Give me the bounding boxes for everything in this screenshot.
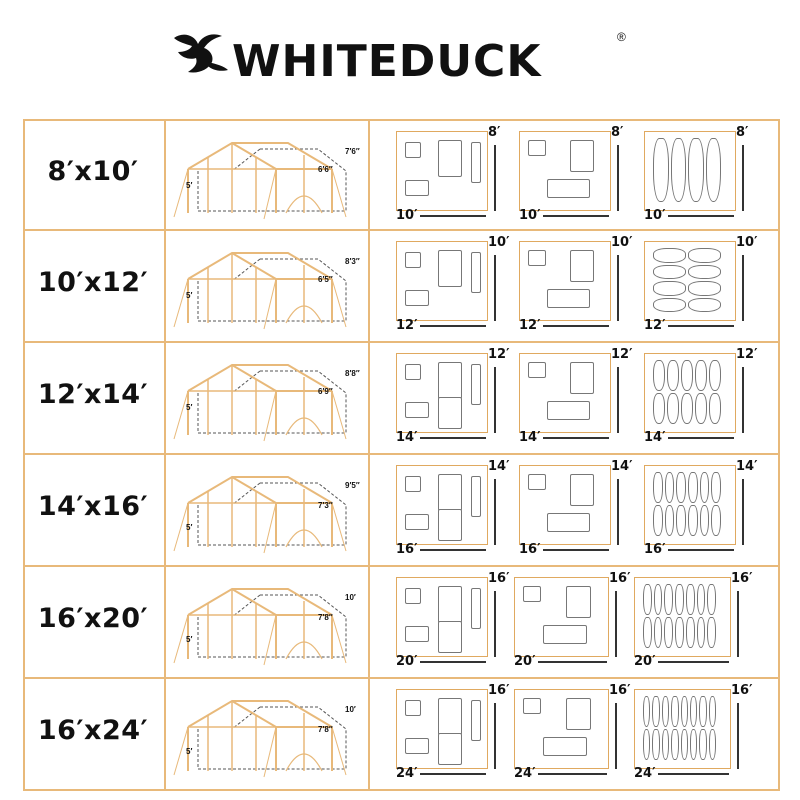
bed-icon — [438, 586, 463, 623]
width-dimension-line — [543, 549, 609, 551]
sleeping-bag-icon — [699, 729, 706, 760]
sleeping-bag-icon — [653, 248, 686, 263]
sleeping-bag-icon — [688, 138, 704, 202]
sleeping-bag-icon — [688, 298, 721, 313]
sleeping-bag-icon — [665, 472, 675, 503]
sleeping-bag-icon — [653, 281, 686, 296]
bed-icon — [570, 474, 595, 506]
sleeping-bag-icon — [688, 265, 721, 280]
floor-plan-box — [644, 241, 736, 321]
shelf-icon — [471, 588, 481, 629]
width-label: 16′ — [519, 542, 541, 557]
width-dimension-line — [543, 215, 609, 217]
sleeping-bag-icon — [667, 360, 679, 391]
height-dimension-line — [737, 591, 739, 657]
sleeping-bag-icon — [688, 248, 721, 263]
sleeping-bag-icon — [653, 505, 663, 536]
floor-plan — [644, 347, 769, 449]
shelf-icon — [471, 252, 481, 293]
shelf-icon — [471, 700, 481, 741]
width-label: 24′ — [514, 766, 536, 781]
width-dimension-line — [420, 661, 486, 663]
table-icon — [405, 626, 429, 642]
floor-plan-box — [514, 577, 609, 657]
floor-plan — [644, 459, 769, 561]
width-label: 10′ — [519, 208, 541, 223]
tent-frame-icon — [168, 239, 368, 334]
floor-plan — [396, 683, 521, 785]
size-row — [23, 677, 780, 789]
tent-frame-icon — [168, 129, 368, 224]
depth-label: 8′ — [611, 125, 624, 140]
sleeping-bag-icon — [681, 729, 688, 760]
floor-plan-box — [644, 465, 736, 545]
sleeping-bag-icon — [676, 472, 686, 503]
grid-row-line — [23, 789, 780, 791]
height-dimension-line — [742, 145, 744, 211]
stove-icon — [523, 698, 541, 714]
sleeping-bag-icon — [671, 138, 687, 202]
height-dimension-line — [742, 255, 744, 321]
bed-icon — [438, 733, 463, 765]
chair-icon — [405, 476, 421, 492]
chair-icon — [405, 700, 421, 716]
size-row — [23, 453, 780, 565]
floor-plan-box — [396, 577, 488, 657]
sleeping-bag-icon — [688, 472, 698, 503]
bed-icon — [547, 179, 590, 198]
mid-height-label: 6′9″ — [318, 387, 333, 396]
height-dimension-line — [494, 703, 496, 769]
depth-label: 10′ — [488, 235, 510, 250]
floor-plan — [396, 125, 521, 227]
floor-plan-box — [519, 465, 611, 545]
tent-frame-icon — [168, 575, 368, 670]
mid-height-label: 6′6″ — [318, 165, 333, 174]
bed-icon — [438, 621, 463, 653]
bed-icon — [438, 140, 463, 177]
mid-height-label: 7′8″ — [318, 613, 333, 622]
sleeping-bag-icon — [695, 360, 707, 391]
floor-plan-box — [519, 131, 611, 211]
peak-height-label: 10′ — [345, 705, 356, 714]
floor-plan — [396, 571, 521, 673]
width-label: 10′ — [396, 208, 418, 223]
sleeping-bag-icon — [652, 729, 659, 760]
sleeping-bag-icon — [671, 696, 678, 727]
width-label: 12′ — [519, 318, 541, 333]
depth-label: 16′ — [609, 683, 631, 698]
height-dimension-line — [617, 367, 619, 433]
sleeping-bag-icon — [643, 584, 652, 615]
stove-icon — [528, 362, 546, 378]
width-label: 24′ — [396, 766, 418, 781]
width-label: 20′ — [634, 654, 656, 669]
size-row — [23, 119, 780, 229]
height-dimension-line — [617, 145, 619, 211]
depth-label: 10′ — [736, 235, 758, 250]
width-label: 16′ — [644, 542, 666, 557]
height-dimension-line — [494, 591, 496, 657]
depth-label: 8′ — [736, 125, 749, 140]
floor-plan-box — [396, 689, 488, 769]
bed-icon — [438, 250, 463, 287]
sleeping-bag-icon — [654, 584, 663, 615]
sleeping-bag-icon — [675, 584, 684, 615]
depth-label: 16′ — [731, 571, 753, 586]
width-dimension-line — [668, 325, 734, 327]
size-row — [23, 341, 780, 453]
floor-plan — [634, 571, 764, 673]
height-dimension-line — [615, 703, 617, 769]
sleeping-bag-icon — [709, 360, 721, 391]
table-icon — [405, 290, 429, 306]
bed-icon — [438, 509, 463, 541]
bed-icon — [570, 362, 595, 394]
width-label: 14′ — [644, 430, 666, 445]
height-dimension-line — [615, 591, 617, 657]
wall-height-label: 5′ — [186, 291, 193, 300]
tent-size-label: 16′x20′ — [37, 603, 149, 634]
depth-label: 12′ — [611, 347, 633, 362]
floor-plan — [519, 459, 644, 561]
tent-diagram — [168, 575, 368, 675]
sleeping-bag-icon — [653, 298, 686, 313]
registered-mark: ® — [617, 30, 626, 44]
duck-icon — [168, 28, 230, 80]
floor-plan — [514, 683, 642, 785]
bed-icon — [547, 289, 590, 308]
width-dimension-line — [543, 325, 609, 327]
peak-height-label: 8′8″ — [345, 369, 360, 378]
header-logo — [0, 0, 800, 100]
bed-icon — [566, 698, 591, 730]
width-dimension-line — [420, 325, 486, 327]
sleeping-bag-icon — [695, 393, 707, 424]
height-dimension-line — [494, 255, 496, 321]
bed-icon — [438, 474, 463, 511]
wall-height-label: 5′ — [186, 403, 193, 412]
sleeping-bag-icon — [653, 265, 686, 280]
wall-height-label: 5′ — [186, 635, 193, 644]
sleeping-bag-icon — [653, 472, 663, 503]
floor-plan — [519, 235, 644, 337]
bed-icon — [543, 625, 587, 644]
tent-size-label: 10′x12′ — [37, 267, 149, 298]
tent-diagram — [168, 129, 368, 229]
floor-plan-box — [396, 241, 488, 321]
sleeping-bag-icon — [643, 696, 650, 727]
depth-label: 16′ — [488, 571, 510, 586]
width-dimension-line — [658, 661, 729, 663]
sleeping-bag-icon — [688, 505, 698, 536]
peak-height-label: 10′ — [345, 593, 356, 602]
sleeping-bag-icon — [653, 138, 669, 202]
floor-plan — [396, 235, 521, 337]
chair-icon — [405, 252, 421, 268]
mid-height-label: 7′8″ — [318, 725, 333, 734]
sleeping-bag-icon — [652, 696, 659, 727]
sleeping-bag-icon — [662, 696, 669, 727]
tent-diagram — [168, 463, 368, 563]
sleeping-bag-icon — [667, 393, 679, 424]
width-dimension-line — [668, 215, 734, 217]
tent-frame-icon — [168, 687, 368, 782]
table-icon — [405, 738, 429, 754]
sleeping-bag-icon — [643, 729, 650, 760]
sleeping-bag-icon — [697, 584, 706, 615]
floor-plan-box — [634, 689, 731, 769]
height-dimension-line — [494, 479, 496, 545]
sleeping-bag-icon — [709, 393, 721, 424]
peak-height-label: 7′6″ — [345, 147, 360, 156]
width-label: 20′ — [396, 654, 418, 669]
floor-plan-box — [634, 577, 731, 657]
sleeping-bag-icon — [690, 696, 697, 727]
sleeping-bag-icon — [711, 505, 721, 536]
shelf-icon — [471, 142, 481, 183]
tent-diagram — [168, 239, 368, 339]
width-label: 12′ — [396, 318, 418, 333]
tent-frame-icon — [168, 463, 368, 558]
depth-label: 12′ — [736, 347, 758, 362]
tent-size-label: 8′x10′ — [47, 156, 139, 187]
width-dimension-line — [420, 437, 486, 439]
sleeping-bag-icon — [686, 617, 695, 648]
height-dimension-line — [494, 145, 496, 211]
chair-icon — [405, 142, 421, 158]
depth-label: 14′ — [736, 459, 758, 474]
wall-height-label: 5′ — [186, 523, 193, 532]
stove-icon — [523, 586, 541, 602]
sleeping-bag-icon — [665, 505, 675, 536]
floor-plan-box — [644, 353, 736, 433]
floor-plan-box — [519, 241, 611, 321]
sleeping-bag-icon — [662, 729, 669, 760]
floor-plan-box — [396, 131, 488, 211]
floor-plan-box — [396, 465, 488, 545]
sleeping-bag-icon — [709, 729, 716, 760]
bed-icon — [570, 250, 595, 282]
width-dimension-line — [538, 773, 607, 775]
sleeping-bag-icon — [707, 584, 716, 615]
width-label: 20′ — [514, 654, 536, 669]
depth-label: 14′ — [611, 459, 633, 474]
width-label: 14′ — [396, 430, 418, 445]
stove-icon — [528, 474, 546, 490]
width-label: 12′ — [644, 318, 666, 333]
floor-plan-box — [514, 689, 609, 769]
depth-label: 16′ — [731, 683, 753, 698]
mid-height-label: 6′5″ — [318, 275, 333, 284]
bed-icon — [543, 737, 587, 756]
floor-plan — [644, 125, 769, 227]
tent-diagram — [168, 687, 368, 787]
width-label: 14′ — [519, 430, 541, 445]
table-icon — [405, 514, 429, 530]
sleeping-bag-icon — [681, 360, 693, 391]
width-dimension-line — [420, 549, 486, 551]
width-dimension-line — [538, 661, 607, 663]
bed-icon — [547, 513, 590, 532]
height-dimension-line — [742, 479, 744, 545]
bed-icon — [438, 362, 463, 399]
floor-plan — [634, 683, 764, 785]
table-icon — [405, 402, 429, 418]
peak-height-label: 9′5″ — [345, 481, 360, 490]
depth-label: 14′ — [488, 459, 510, 474]
sleeping-bag-icon — [688, 281, 721, 296]
sleeping-bag-icon — [676, 505, 686, 536]
peak-height-label: 8′3″ — [345, 257, 360, 266]
sleeping-bag-icon — [664, 584, 673, 615]
sleeping-bag-icon — [653, 360, 665, 391]
width-label: 24′ — [634, 766, 656, 781]
floor-plan-box — [644, 131, 736, 211]
sleeping-bag-icon — [709, 696, 716, 727]
floor-plan-box — [396, 353, 488, 433]
width-dimension-line — [668, 549, 734, 551]
sleeping-bag-icon — [699, 696, 706, 727]
floor-plan — [519, 125, 644, 227]
sleeping-bag-icon — [700, 472, 710, 503]
width-label: 10′ — [644, 208, 666, 223]
width-label: 16′ — [396, 542, 418, 557]
sleeping-bag-icon — [707, 617, 716, 648]
size-chart-grid — [23, 119, 780, 789]
size-row — [23, 229, 780, 341]
depth-label: 12′ — [488, 347, 510, 362]
bed-icon — [438, 698, 463, 735]
sleeping-bag-icon — [653, 393, 665, 424]
shelf-icon — [471, 476, 481, 517]
floor-plan — [396, 459, 521, 561]
sleeping-bag-icon — [681, 393, 693, 424]
table-icon — [405, 180, 429, 196]
sleeping-bag-icon — [706, 138, 722, 202]
width-dimension-line — [420, 773, 486, 775]
floor-plan-box — [519, 353, 611, 433]
height-dimension-line — [617, 255, 619, 321]
sleeping-bag-icon — [681, 696, 688, 727]
height-dimension-line — [742, 367, 744, 433]
sleeping-bag-icon — [711, 472, 721, 503]
tent-frame-icon — [168, 351, 368, 446]
floor-plan — [514, 571, 642, 673]
height-dimension-line — [494, 367, 496, 433]
wall-height-label: 5′ — [186, 181, 193, 190]
stove-icon — [528, 140, 546, 156]
height-dimension-line — [617, 479, 619, 545]
sleeping-bag-icon — [654, 617, 663, 648]
width-dimension-line — [543, 437, 609, 439]
sleeping-bag-icon — [671, 729, 678, 760]
floor-plan — [396, 347, 521, 449]
width-dimension-line — [420, 215, 486, 217]
width-dimension-line — [658, 773, 729, 775]
sleeping-bag-icon — [700, 505, 710, 536]
bed-icon — [570, 140, 595, 172]
depth-label: 8′ — [488, 125, 501, 140]
size-row — [23, 565, 780, 677]
chair-icon — [405, 364, 421, 380]
bed-icon — [566, 586, 591, 618]
tent-size-label: 16′x24′ — [37, 715, 149, 746]
depth-label: 16′ — [609, 571, 631, 586]
floor-plan — [644, 235, 769, 337]
floor-plan — [519, 347, 644, 449]
sleeping-bag-icon — [675, 617, 684, 648]
mid-height-label: 7′3″ — [318, 501, 333, 510]
sleeping-bag-icon — [686, 584, 695, 615]
tent-size-label: 12′x14′ — [37, 379, 149, 410]
sleeping-bag-icon — [697, 617, 706, 648]
sleeping-bag-icon — [690, 729, 697, 760]
depth-label: 10′ — [611, 235, 633, 250]
chair-icon — [405, 588, 421, 604]
depth-label: 16′ — [488, 683, 510, 698]
sleeping-bag-icon — [664, 617, 673, 648]
wall-height-label: 5′ — [186, 747, 193, 756]
sleeping-bag-icon — [643, 617, 652, 648]
bed-icon — [438, 397, 463, 429]
tent-diagram — [168, 351, 368, 451]
tent-size-label: 14′x16′ — [37, 491, 149, 522]
bed-icon — [547, 401, 590, 420]
brand-name: WHITEDUCK — [232, 36, 542, 87]
stove-icon — [528, 250, 546, 266]
height-dimension-line — [737, 703, 739, 769]
shelf-icon — [471, 364, 481, 405]
width-dimension-line — [668, 437, 734, 439]
